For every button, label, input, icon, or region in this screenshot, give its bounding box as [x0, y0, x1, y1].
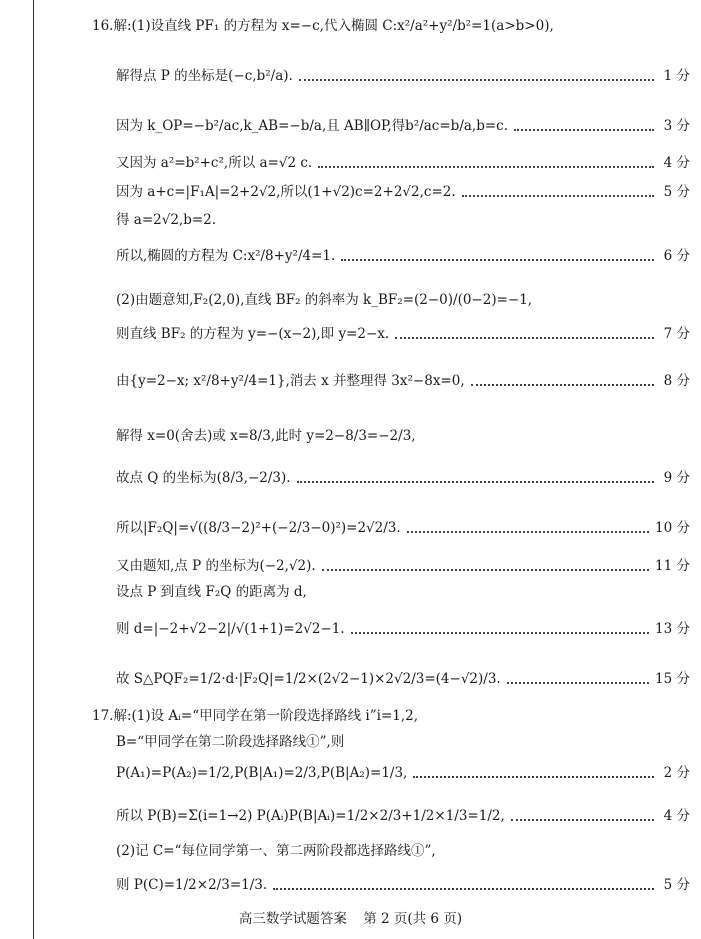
binding-margin-line — [33, 0, 34, 939]
solution-line — [116, 70, 690, 84]
footer-title: 高三数学试题答案 — [238, 911, 347, 927]
line-score: 4 分 — [663, 808, 690, 824]
dot-leader — [395, 337, 654, 339]
line-score: 4 分 — [663, 155, 690, 171]
line-text: 所以 P(B)=Σ(i=1→2) P(Aᵢ)P(B|Aᵢ)=1/2×2/3+1/2×1/3=1/2, — [116, 808, 505, 824]
dot-leader — [407, 531, 649, 533]
solution-line — [116, 472, 690, 486]
line-score: 13 分 — [655, 621, 690, 637]
line-text: (2)由题意知,F₂(2,0),直线 BF₂ 的斜率为 k_BF₂=(2−0)/(0−2)=−1, — [116, 292, 533, 308]
dot-leader — [351, 632, 649, 634]
line-score: 8 分 — [663, 373, 690, 389]
solution-line — [92, 20, 690, 34]
line-text: 则直线 BF₂ 的方程为 y=−(x−2),即 y=2−x. — [116, 326, 390, 342]
solution-line — [116, 810, 690, 824]
line-text: 所以|F₂Q|=√((8/3−2)²+(−2/3−0)²)=2√2/3. — [116, 520, 401, 536]
line-text: 则 P(C)=1/2×2/3=1/3. — [116, 877, 268, 893]
line-score: 5 分 — [663, 877, 690, 893]
page-footer — [0, 907, 701, 927]
line-text: 解得点 P 的坐标是(−c,b²/a). — [116, 68, 293, 84]
solution-line — [116, 673, 690, 687]
line-score: 5 分 — [663, 184, 690, 200]
line-score: 9 分 — [663, 470, 690, 486]
line-text: B=“甲同学在第二阶段选择路线①”,则 — [116, 734, 345, 750]
line-text: 16.解:(1)设直线 PF₁ 的方程为 x=−c,代入椭圆 C:x²/a²+y²/b²=1(a>b>0), — [92, 18, 554, 34]
dot-leader — [297, 481, 654, 483]
dot-leader — [322, 569, 649, 571]
solution-line — [116, 294, 690, 308]
dot-leader — [318, 166, 654, 168]
solution-line — [116, 328, 690, 342]
solution-line — [116, 623, 690, 637]
dot-leader — [514, 129, 654, 131]
dot-leader — [299, 79, 654, 81]
line-text: 所以,椭圆的方程为 C:x²/8+y²/4=1. — [116, 248, 336, 264]
dot-leader — [341, 259, 654, 261]
line-score: 15 分 — [655, 671, 690, 687]
line-text: 又由题知,点 P 的坐标为(−2,√2). — [116, 558, 316, 574]
solution-line — [116, 736, 690, 750]
solution-line — [116, 430, 690, 444]
solution-line — [116, 560, 690, 574]
line-text: 故 S△PQF₂=1/2·d·|F₂Q|=1/2×(2√2−1)×2√2/3=(4−√2)/3. — [116, 671, 501, 687]
line-text: 设点 P 到直线 F₂Q 的距离为 d, — [116, 584, 307, 600]
dot-leader — [471, 384, 654, 386]
line-text: 解得 x=0(舍去)或 x=8/3,此时 y=2−8/3=−2/3, — [116, 428, 416, 444]
solution-line — [116, 586, 690, 600]
line-text: 由{y=2−x; x²/8+y²/4=1},消去 x 并整理得 3x²−8x=0, — [116, 373, 465, 389]
dot-leader — [462, 195, 654, 197]
line-score: 2 分 — [663, 765, 690, 781]
solution-line — [92, 710, 690, 724]
line-score: 7 分 — [663, 326, 690, 342]
line-text: 17.解:(1)设 Aᵢ=“甲同学在第一阶段选择路线 i”i=1,2, — [92, 708, 419, 724]
line-text: 则 d=|−2+√2−2|/√(1+1)=2√2−1. — [116, 621, 345, 637]
dot-leader — [511, 819, 654, 821]
line-score: 10 分 — [655, 520, 690, 536]
dot-leader — [273, 888, 654, 890]
line-text: 因为 a+c=|F₁A|=2+2√2,所以(1+√2)c=2+2√2,c=2. — [116, 184, 456, 200]
line-text: 又因为 a²=b²+c²,所以 a=√2 c. — [116, 155, 313, 171]
line-score: 11 分 — [655, 558, 690, 574]
dot-leader — [413, 776, 654, 778]
line-text: 故点 Q 的坐标为(8/3,−2/3). — [116, 470, 291, 486]
solution-line — [116, 250, 690, 264]
dot-leader — [507, 682, 649, 684]
line-score: 3 分 — [663, 118, 690, 134]
line-score: 6 分 — [663, 248, 690, 264]
line-score: 1 分 — [663, 68, 690, 84]
line-text: 因为 k_OP=−b²/ac,k_AB=−b/a,且 AB∥OP,得b²/ac=b/a,b=c. — [116, 118, 509, 134]
line-text: 得 a=2√2,b=2. — [116, 212, 217, 228]
solution-line — [116, 186, 690, 200]
solution-line — [116, 120, 690, 134]
footer-page-number: 第 2 页(共 6 页) — [363, 911, 463, 927]
solution-line — [116, 375, 690, 389]
line-text: (2)记 C=“每位同学第一、第二两阶段都选择路线①”, — [116, 843, 436, 859]
line-text: P(A₁)=P(A₂)=1/2,P(B|A₁)=2/3,P(B|A₂)=1/3, — [116, 765, 408, 781]
solution-line — [116, 879, 690, 893]
solution-line — [116, 767, 690, 781]
solution-line — [116, 845, 690, 859]
solution-line — [116, 522, 690, 536]
solution-line — [116, 214, 690, 228]
solution-line — [116, 157, 690, 171]
